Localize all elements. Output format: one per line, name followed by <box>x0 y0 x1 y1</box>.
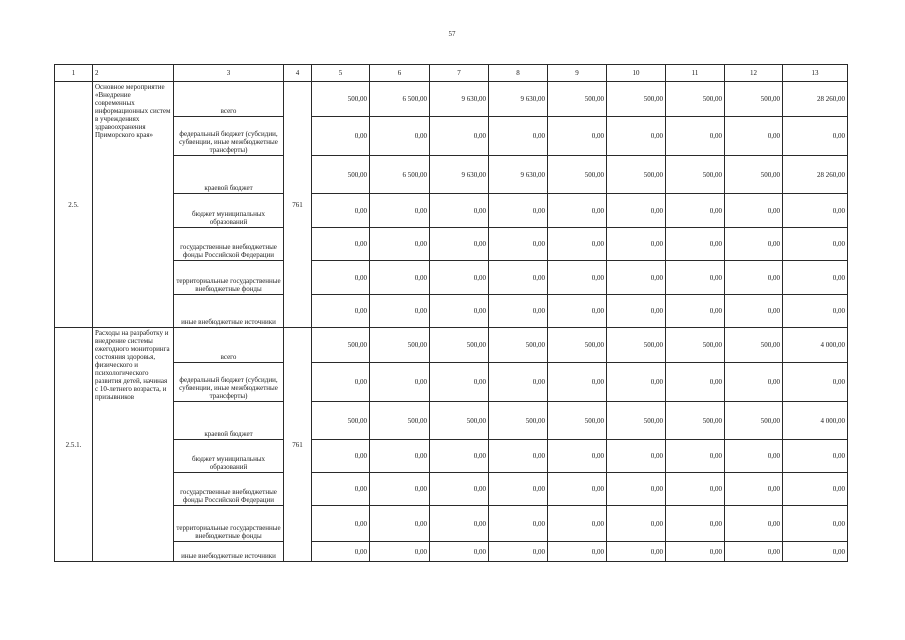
amount-cell: 0,00 <box>312 363 370 402</box>
amount-cell: 0,00 <box>783 194 848 228</box>
amount-cell: 0,00 <box>607 473 666 506</box>
amount-cell: 500,00 <box>725 402 783 440</box>
amount-cell: 0,00 <box>489 228 548 261</box>
amount-cell: 0,00 <box>607 506 666 542</box>
amount-cell: 0,00 <box>607 363 666 402</box>
amount-cell: 0,00 <box>370 440 430 473</box>
amount-cell: 9 630,00 <box>489 156 548 194</box>
amount-cell: 500,00 <box>548 156 607 194</box>
department-code: 761 <box>284 82 312 328</box>
amount-cell: 0,00 <box>489 440 548 473</box>
amount-cell: 28 260,00 <box>783 82 848 117</box>
amount-cell: 500,00 <box>370 328 430 363</box>
amount-cell: 0,00 <box>430 194 489 228</box>
header-cell: 8 <box>489 65 548 82</box>
amount-cell: 500,00 <box>312 402 370 440</box>
header-cell: 10 <box>607 65 666 82</box>
amount-cell: 0,00 <box>312 228 370 261</box>
amount-cell: 0,00 <box>607 228 666 261</box>
table-row <box>55 261 848 295</box>
amount-cell: 9 630,00 <box>430 156 489 194</box>
amount-cell: 0,00 <box>312 473 370 506</box>
amount-cell: 0,00 <box>725 117 783 156</box>
amount-cell: 4 000,00 <box>783 328 848 363</box>
header-cell: 5 <box>312 65 370 82</box>
amount-cell: 500,00 <box>607 328 666 363</box>
amount-cell: 0,00 <box>430 295 489 328</box>
table-row <box>55 473 848 506</box>
table-row <box>55 156 848 194</box>
amount-cell: 500,00 <box>370 402 430 440</box>
amount-cell: 0,00 <box>312 117 370 156</box>
table-row <box>55 82 848 117</box>
amount-cell: 4 000,00 <box>783 402 848 440</box>
page-number: 57 <box>448 30 456 38</box>
amount-cell: 0,00 <box>783 542 848 562</box>
item-number: 2.5.1. <box>55 328 93 562</box>
amount-cell: 0,00 <box>666 194 725 228</box>
measure-name: Основное мероприятие «Внедрение современных информационных систем в учреждениях здравоохранения Приморского края» <box>93 82 174 328</box>
table-row <box>55 194 848 228</box>
amount-cell: 0,00 <box>312 542 370 562</box>
amount-cell: 0,00 <box>548 542 607 562</box>
amount-cell: 0,00 <box>312 194 370 228</box>
header-cell: 11 <box>666 65 725 82</box>
amount-cell: 0,00 <box>783 117 848 156</box>
table-row <box>55 328 848 363</box>
amount-cell: 500,00 <box>666 156 725 194</box>
amount-cell: 6 500,00 <box>370 82 430 117</box>
item-number: 2.5. <box>55 82 93 328</box>
amount-cell: 0,00 <box>548 117 607 156</box>
funding-source: бюджет муниципальных образований <box>174 440 284 473</box>
amount-cell: 0,00 <box>489 473 548 506</box>
table-row <box>55 228 848 261</box>
amount-cell: 0,00 <box>370 506 430 542</box>
amount-cell: 0,00 <box>489 506 548 542</box>
funding-source: территориальные государственные внебюджетные фонды <box>174 261 284 295</box>
amount-cell: 0,00 <box>489 542 548 562</box>
amount-cell: 0,00 <box>725 228 783 261</box>
amount-cell: 0,00 <box>548 506 607 542</box>
funding-source: федеральный бюджет (субсидии, субвенции, иные межбюджетные трансферты) <box>174 117 284 156</box>
amount-cell: 0,00 <box>666 506 725 542</box>
amount-cell: 0,00 <box>489 363 548 402</box>
amount-cell: 0,00 <box>430 542 489 562</box>
header-cell: 2 <box>93 65 174 82</box>
amount-cell: 0,00 <box>666 228 725 261</box>
funding-source: государственные внебюджетные фонды Российской Федерации <box>174 473 284 506</box>
amount-cell: 0,00 <box>783 228 848 261</box>
amount-cell: 0,00 <box>725 363 783 402</box>
amount-cell: 500,00 <box>548 82 607 117</box>
header-cell: 3 <box>174 65 284 82</box>
header-row <box>55 65 848 82</box>
amount-cell: 0,00 <box>548 295 607 328</box>
amount-cell: 0,00 <box>370 295 430 328</box>
amount-cell: 0,00 <box>370 261 430 295</box>
amount-cell: 0,00 <box>370 363 430 402</box>
amount-cell: 500,00 <box>312 156 370 194</box>
amount-cell: 0,00 <box>312 295 370 328</box>
funding-source: иные внебюджетные источники <box>174 542 284 562</box>
amount-cell: 500,00 <box>607 82 666 117</box>
amount-cell: 500,00 <box>725 328 783 363</box>
amount-cell: 0,00 <box>666 473 725 506</box>
amount-cell: 500,00 <box>725 156 783 194</box>
header-cell: 1 <box>55 65 93 82</box>
amount-cell: 0,00 <box>370 194 430 228</box>
amount-cell: 500,00 <box>607 402 666 440</box>
amount-cell: 0,00 <box>666 117 725 156</box>
amount-cell: 0,00 <box>783 440 848 473</box>
table-row <box>55 440 848 473</box>
amount-cell: 0,00 <box>666 295 725 328</box>
amount-cell: 500,00 <box>607 156 666 194</box>
amount-cell: 0,00 <box>548 228 607 261</box>
amount-cell: 0,00 <box>607 295 666 328</box>
amount-cell: 500,00 <box>312 82 370 117</box>
amount-cell: 500,00 <box>489 328 548 363</box>
amount-cell: 0,00 <box>607 542 666 562</box>
amount-cell: 0,00 <box>370 542 430 562</box>
amount-cell: 0,00 <box>370 117 430 156</box>
amount-cell: 0,00 <box>666 363 725 402</box>
amount-cell: 0,00 <box>430 363 489 402</box>
amount-cell: 0,00 <box>666 261 725 295</box>
amount-cell: 0,00 <box>783 473 848 506</box>
amount-cell: 0,00 <box>607 261 666 295</box>
amount-cell: 0,00 <box>430 506 489 542</box>
amount-cell: 0,00 <box>489 117 548 156</box>
amount-cell: 0,00 <box>430 473 489 506</box>
header-cell: 7 <box>430 65 489 82</box>
amount-cell: 0,00 <box>666 440 725 473</box>
amount-cell: 9 630,00 <box>489 82 548 117</box>
funding-source: краевой бюджет <box>174 402 284 440</box>
amount-cell: 0,00 <box>548 261 607 295</box>
amount-cell: 0,00 <box>666 542 725 562</box>
table-row <box>55 542 848 562</box>
amount-cell: 0,00 <box>430 440 489 473</box>
amount-cell: 500,00 <box>489 402 548 440</box>
amount-cell: 0,00 <box>489 261 548 295</box>
amount-cell: 0,00 <box>607 194 666 228</box>
amount-cell: 500,00 <box>666 402 725 440</box>
table-row <box>55 402 848 440</box>
amount-cell: 0,00 <box>548 363 607 402</box>
amount-cell: 6 500,00 <box>370 156 430 194</box>
amount-cell: 0,00 <box>548 473 607 506</box>
funding-source: федеральный бюджет (субсидии, субвенции, иные межбюджетные трансферты) <box>174 363 284 402</box>
amount-cell: 0,00 <box>430 261 489 295</box>
amount-cell: 9 630,00 <box>430 82 489 117</box>
amount-cell: 500,00 <box>548 402 607 440</box>
amount-cell: 0,00 <box>783 261 848 295</box>
amount-cell: 500,00 <box>548 328 607 363</box>
funding-source: всего <box>174 328 284 363</box>
funding-source: краевой бюджет <box>174 156 284 194</box>
amount-cell: 0,00 <box>725 473 783 506</box>
amount-cell: 0,00 <box>548 440 607 473</box>
funding-source: бюджет муниципальных образований <box>174 194 284 228</box>
funding-source: иные внебюджетные источники <box>174 295 284 328</box>
amount-cell: 0,00 <box>783 295 848 328</box>
amount-cell: 0,00 <box>725 506 783 542</box>
header-cell: 9 <box>548 65 607 82</box>
funding-source: государственные внебюджетные фонды Российской Федерации <box>174 228 284 261</box>
amount-cell: 0,00 <box>725 194 783 228</box>
amount-cell: 0,00 <box>370 473 430 506</box>
header-cell: 12 <box>725 65 783 82</box>
amount-cell: 0,00 <box>607 117 666 156</box>
funding-source: территориальные государственные внебюджетные фонды <box>174 506 284 542</box>
budget-table <box>54 64 848 562</box>
table-row <box>55 295 848 328</box>
amount-cell: 0,00 <box>312 506 370 542</box>
amount-cell: 0,00 <box>489 194 548 228</box>
amount-cell: 0,00 <box>489 295 548 328</box>
funding-source: всего <box>174 82 284 117</box>
amount-cell: 28 260,00 <box>783 156 848 194</box>
amount-cell: 0,00 <box>548 194 607 228</box>
header-cell: 4 <box>284 65 312 82</box>
amount-cell: 500,00 <box>312 328 370 363</box>
table-row <box>55 363 848 402</box>
amount-cell: 0,00 <box>725 295 783 328</box>
amount-cell: 0,00 <box>783 506 848 542</box>
amount-cell: 500,00 <box>725 82 783 117</box>
amount-cell: 0,00 <box>430 117 489 156</box>
amount-cell: 0,00 <box>370 228 430 261</box>
amount-cell: 0,00 <box>783 363 848 402</box>
header-cell: 6 <box>370 65 430 82</box>
amount-cell: 0,00 <box>430 228 489 261</box>
amount-cell: 0,00 <box>725 440 783 473</box>
amount-cell: 500,00 <box>430 402 489 440</box>
header-cell: 13 <box>783 65 848 82</box>
table-row <box>55 506 848 542</box>
amount-cell: 0,00 <box>312 261 370 295</box>
table-body <box>55 65 848 562</box>
measure-name: Расходы на разработку и внедрение системы ежегодного мониторинга состояния здоровья, физического и психологического развития детей, начиная с 10-летнего возраста, и призывников <box>93 328 174 562</box>
amount-cell: 0,00 <box>312 440 370 473</box>
department-code: 761 <box>284 328 312 562</box>
amount-cell: 0,00 <box>607 440 666 473</box>
amount-cell: 500,00 <box>430 328 489 363</box>
table-row <box>55 117 848 156</box>
amount-cell: 500,00 <box>666 328 725 363</box>
amount-cell: 0,00 <box>725 542 783 562</box>
amount-cell: 500,00 <box>666 82 725 117</box>
amount-cell: 0,00 <box>725 261 783 295</box>
